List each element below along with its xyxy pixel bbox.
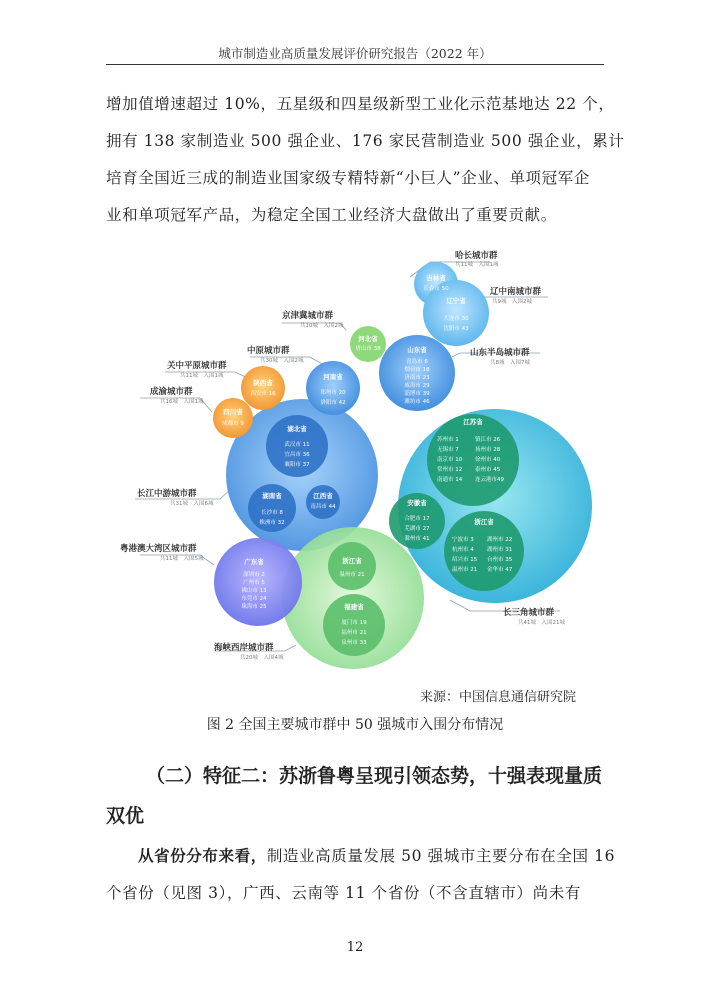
svg-text:扬州市 28: 扬州市 28: [475, 447, 501, 453]
svg-text:浙江省: 浙江省: [474, 518, 494, 526]
svg-text:湖北省: 湖北省: [287, 425, 307, 433]
body-line: 制造业高质量发展 50 强城市主要分布在全国 16: [266, 847, 616, 865]
svg-text:长江中游城市群: 长江中游城市群: [137, 489, 197, 499]
svg-text:共8城 入围7城: 共8城 入围7城: [490, 360, 530, 366]
svg-text:广东省: 广东省: [244, 558, 264, 566]
svg-text:宁波市 3: 宁波市 3: [452, 537, 474, 543]
svg-text:共10城 入围2城: 共10城 入围2城: [300, 323, 344, 329]
svg-text:杭州市 4: 杭州市 4: [452, 547, 474, 553]
svg-text:山东省: 山东省: [407, 346, 427, 354]
svg-text:无锡市 7: 无锡市 7: [437, 447, 459, 453]
svg-text:山东半岛城市群: 山东半岛城市群: [470, 348, 530, 358]
cluster-circle-zhongyuan: [306, 361, 360, 415]
svg-text:珠海市 25: 珠海市 25: [241, 604, 267, 610]
body-line: 个省份（见图 3），广西、云南等 11 个省份（不含直辖市）尚未有: [106, 884, 581, 902]
svg-text:沈阳市 43: 沈阳市 43: [443, 326, 469, 332]
svg-text:长三角城市群: 长三角城市群: [503, 608, 555, 618]
svg-text:株洲市 32: 株洲市 32: [259, 520, 285, 526]
intro-line: 拥有 138 家制造业 500 强企业、176 家民营制造业 500 强企业，累计: [106, 132, 625, 150]
svg-text:威海市 29: 威海市 29: [404, 383, 430, 389]
body-paragraph: [106, 838, 616, 912]
svg-text:共11城 入围5城: 共11城 入围5城: [160, 556, 204, 562]
svg-text:武汉市 11: 武汉市 11: [284, 442, 310, 448]
svg-text:潍坊市 46: 潍坊市 46: [404, 399, 430, 405]
svg-text:四川省: 四川省: [223, 408, 243, 416]
running-header: 城市制造业高质量发展评价研究报告（2022 年）: [218, 46, 492, 61]
svg-text:广州市 5: 广州市 5: [243, 580, 265, 586]
intro-line: 增加值增速超过 10%，五星级和四星级新型工业化示范基地达 22 个，: [106, 95, 615, 113]
svg-text:湖州市 22: 湖州市 22: [487, 537, 513, 543]
page-number: 12: [346, 940, 364, 955]
svg-text:宜昌市 36: 宜昌市 36: [284, 452, 310, 458]
cluster-label-liaozhongnan: [490, 286, 542, 305]
intro-line: 业和单项冠军产品，为稳定全国工业经济大盘做出了重要贡献。: [106, 206, 557, 224]
svg-text:南京市 10: 南京市 10: [437, 457, 463, 463]
svg-text:河北省: 河北省: [358, 335, 378, 343]
svg-text:西安市 16: 西安市 16: [250, 391, 276, 397]
svg-text:东莞市 24: 东莞市 24: [241, 596, 267, 602]
svg-text:泰州市 45: 泰州市 45: [475, 467, 501, 473]
body-lead: 从省份分布来看，: [138, 847, 267, 865]
svg-text:共41城 入围21城: 共41城 入围21城: [518, 620, 565, 626]
section-heading: [106, 756, 608, 836]
section-heading-line: 双优: [106, 805, 145, 827]
svg-text:浙江省: 浙江省: [342, 557, 362, 565]
svg-text:关中平原城市群: 关中平原城市群: [167, 361, 227, 371]
svg-text:河南省: 河南省: [323, 373, 343, 381]
intro-line: 培育全国近三成的制造业国家级专精特新“小巨人”企业、单项冠军企: [106, 169, 590, 187]
cluster-label-hachang: [455, 250, 499, 268]
svg-text:福州市 21: 福州市 21: [341, 630, 367, 636]
svg-text:温州市 21: 温州市 21: [339, 572, 365, 578]
svg-text:共11城 入围1城: 共11城 入围1城: [180, 373, 224, 379]
cluster-label-jingjinji: [282, 310, 344, 329]
svg-text:苏州市 1: 苏州市 1: [437, 437, 459, 443]
svg-text:成都市 9: 成都市 9: [222, 421, 244, 427]
svg-text:滁州市 41: 滁州市 41: [404, 536, 430, 542]
svg-text:江西省: 江西省: [313, 492, 333, 500]
svg-text:泉州市 33: 泉州市 33: [341, 640, 367, 646]
svg-text:常州市 12: 常州市 12: [437, 467, 463, 473]
svg-text:金华市 47: 金华市 47: [487, 567, 513, 573]
svg-text:安徽省: 安徽省: [407, 499, 427, 507]
cluster-circle-guanzhong: [241, 366, 285, 410]
svg-text:福建省: 福建省: [344, 603, 364, 611]
svg-text:长春市 50: 长春市 50: [423, 286, 449, 292]
figure-source: 来源：中国信息通信研究院: [420, 690, 577, 705]
svg-text:唐山市 38: 唐山市 38: [355, 346, 381, 352]
province-circle-jiangxi: [306, 485, 340, 519]
svg-text:徐州市 40: 徐州市 40: [475, 457, 501, 463]
svg-text:陕西省: 陕西省: [253, 379, 273, 387]
cluster-circle-jingjinji: [350, 326, 386, 362]
cluster-label-guanzhong: [167, 360, 227, 379]
section-heading-line: （二）特征二：苏浙鲁粤呈现引领态势，十强表现量质: [146, 765, 603, 787]
svg-text:芜湖市 27: 芜湖市 27: [404, 526, 430, 532]
province-label-fujian: [341, 602, 367, 646]
svg-text:绍兴市 15: 绍兴市 15: [452, 557, 478, 563]
cluster-label-zhongyuan: [247, 345, 304, 364]
svg-text:海峡西岸城市群: 海峡西岸城市群: [214, 643, 274, 653]
svg-text:深圳市 2: 深圳市 2: [243, 572, 265, 578]
svg-text:镇江市 26: 镇江市 26: [475, 437, 501, 443]
svg-text:共31城 入围6城: 共31城 入围6城: [170, 501, 214, 507]
province-label-anhui: [404, 498, 430, 542]
svg-text:粤港澳大湾区城市群: 粤港澳大湾区城市群: [120, 544, 197, 554]
svg-text:吉林省: 吉林省: [426, 274, 446, 282]
svg-text:中原城市群: 中原城市群: [247, 346, 290, 356]
svg-text:哈长城市群: 哈长城市群: [455, 251, 498, 261]
svg-text:佛山市 13: 佛山市 13: [241, 588, 267, 594]
svg-text:共20城 入围4城: 共20城 入围4城: [240, 655, 284, 661]
province-label-hubei: [284, 424, 310, 468]
cluster-label-gba: [120, 543, 204, 562]
svg-text:台州市 35: 台州市 35: [487, 557, 513, 563]
svg-text:厦门市 19: 厦门市 19: [341, 620, 367, 626]
svg-text:湖州市 31: 湖州市 31: [487, 547, 513, 553]
svg-text:共30城 入围2城: 共30城 入围2城: [260, 358, 304, 364]
svg-text:南通市 14: 南通市 14: [437, 477, 463, 483]
svg-text:共9城 入围2城: 共9城 入围2城: [492, 299, 532, 305]
figure-caption: 图 2 全国主要城市群中 50 强城市入围分布情况: [206, 717, 504, 733]
cluster-label-shandong: [470, 347, 530, 366]
svg-text:烟台市 18: 烟台市 18: [404, 367, 430, 373]
cluster-label-haixi: [214, 642, 284, 661]
svg-text:共11城 入围1城: 共11城 入围1城: [455, 262, 499, 268]
province-circle-zhejiang-w: [328, 542, 376, 590]
svg-text:辽宁省: 辽宁省: [446, 297, 466, 305]
svg-text:济南市 23: 济南市 23: [404, 375, 430, 381]
svg-text:襄阳市 37: 襄阳市 37: [284, 462, 310, 468]
cluster-label-yangtze-delta: [503, 607, 565, 626]
svg-text:长沙市 8: 长沙市 8: [261, 510, 283, 516]
cluster-label-changjiang: [137, 488, 214, 507]
svg-text:江苏省: 江苏省: [463, 418, 483, 426]
svg-text:大连市 30: 大连市 30: [443, 316, 469, 322]
svg-text:成渝城市群: 成渝城市群: [150, 387, 193, 397]
svg-text:郑州市 20: 郑州市 20: [320, 390, 346, 396]
svg-text:洛阳市 42: 洛阳市 42: [320, 400, 346, 406]
svg-text:青岛市 6: 青岛市 6: [406, 359, 428, 365]
svg-text:辽中南城市群: 辽中南城市群: [490, 287, 542, 297]
svg-text:南昌市 44: 南昌市 44: [310, 504, 336, 510]
svg-text:淄博市 39: 淄博市 39: [404, 391, 430, 397]
cluster-label-chengyu: [150, 386, 204, 405]
svg-text:连云港市49: 连云港市49: [475, 477, 504, 483]
svg-text:湖南省: 湖南省: [262, 492, 282, 500]
svg-text:温州市 21: 温州市 21: [452, 567, 478, 573]
svg-text:共16城 入围1城: 共16城 入围1城: [160, 399, 204, 405]
svg-text:合肥市 17: 合肥市 17: [404, 516, 430, 522]
svg-text:京津冀城市群: 京津冀城市群: [282, 311, 334, 321]
cluster-circle-chengyu: [213, 398, 253, 438]
